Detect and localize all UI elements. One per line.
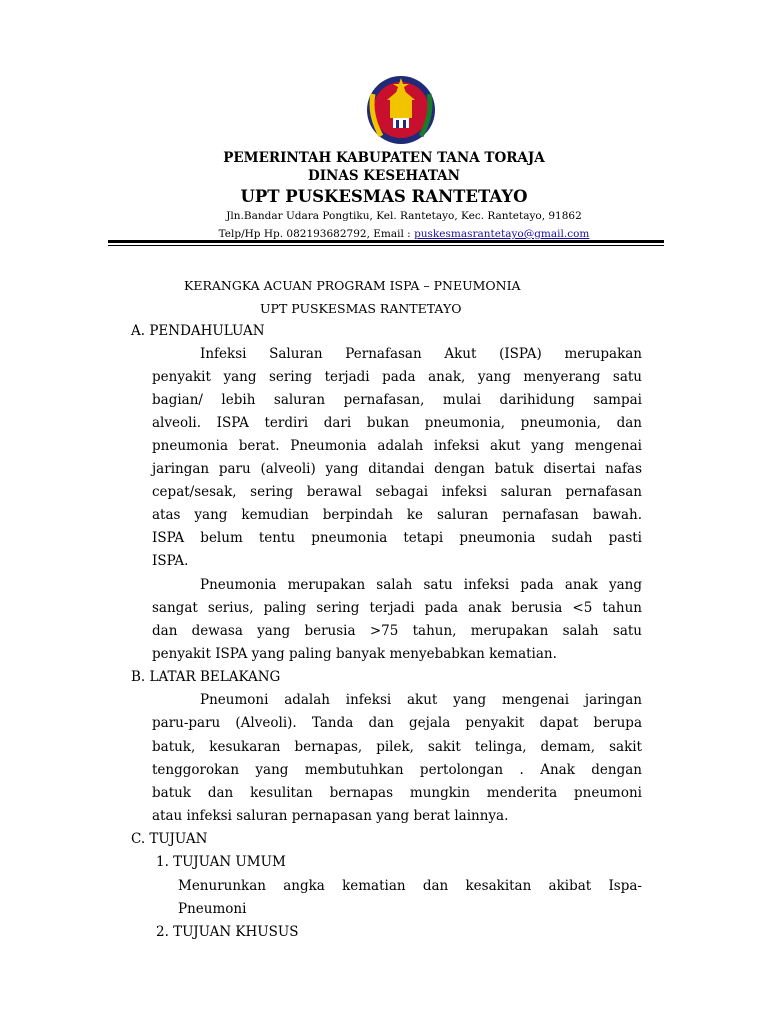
paragraph-line: atas yang kemudian berpindah ke saluran pernafasan bawah. xyxy=(152,507,642,523)
paragraph-line: ISPA. xyxy=(152,553,189,569)
letterhead-contact xyxy=(0,228,768,240)
paragraph-line: Menurunkan angka kematian dan kesakitan akibat Ispa- xyxy=(178,878,642,894)
document-title: KERANGKA ACUAN PROGRAM ISPA – PNEUMONIA xyxy=(184,278,521,293)
paragraph-line: sangat serius, paling sering terjadi pada anak berusia <5 tahun xyxy=(152,600,642,616)
paragraph-line: dan dewasa yang berusia >75 tahun, merupakan salah satu xyxy=(152,623,642,639)
letterhead-department: DINAS KESEHATAN xyxy=(308,168,460,184)
paragraph-line: penyakit ISPA yang paling banyak menyebabkan kematian. xyxy=(152,646,557,662)
paragraph-line: bagian/ lebih saluran pernafasan, mulai darihidung sampai xyxy=(152,392,642,408)
section-a-heading: A. PENDAHULUAN xyxy=(131,323,265,339)
letterhead-institution: UPT PUSKESMAS RANTETAYO xyxy=(240,187,528,206)
letterhead-divider-thin xyxy=(108,245,664,246)
subsection-c2-heading: 2. TUJUAN KHUSUS xyxy=(156,924,299,940)
paragraph-line: atau infeksi saluran pernapasan yang berat lainnya. xyxy=(152,808,509,824)
paragraph-line: penyakit yang sering terjadi pada anak, yang menyerang satu xyxy=(152,369,642,385)
regency-emblem-logo xyxy=(363,74,439,146)
paragraph-line: Infeksi Saluran Pernafasan Akut (ISPA) merupakan xyxy=(200,346,642,362)
section-c-heading: C. TUJUAN xyxy=(131,831,208,847)
paragraph-line: alveoli. ISPA terdiri dari bukan pneumonia, pneumonia, dan xyxy=(152,415,642,431)
letterhead-address: Jln.Bandar Udara Pongtiku, Kel. Rantetayo, Kec. Rantetayo, 91862 xyxy=(226,210,582,222)
contact-phone: Telp/Hp Hp. 082193682792, Email : xyxy=(218,228,415,240)
letterhead-government: PEMERINTAH KABUPATEN TANA TORAJA xyxy=(223,150,545,166)
letterhead-divider-thick xyxy=(108,240,664,243)
paragraph-line: ISPA belum tentu pneumonia tetapi pneumonia sudah pasti xyxy=(152,530,642,546)
paragraph-line: pneumonia berat. Pneumonia adalah infeksi akut yang mengenai xyxy=(152,438,642,454)
paragraph-line: batuk dan kesulitan bernapas mungkin menderita pneumoni xyxy=(152,785,642,801)
contact-email-link[interactable]: puskesmasrantetayo@gmail.com xyxy=(414,228,590,240)
paragraph-line: tenggorokan yang membutuhkan pertolongan . Anak dengan xyxy=(152,762,642,778)
paragraph-line: Pneumoni xyxy=(178,901,247,917)
paragraph-line: paru-paru (Alveoli). Tanda dan gejala penyakit dapat berupa xyxy=(152,715,642,731)
subsection-c1-heading: 1. TUJUAN UMUM xyxy=(156,854,286,870)
paragraph-line: Pneumoni adalah infeksi akut yang mengenai jaringan xyxy=(200,692,642,708)
paragraph-line: jaringan paru (alveoli) yang ditandai dengan batuk disertai nafas xyxy=(152,461,642,477)
paragraph-line: cepat/sesak, sering berawal sebagai infeksi saluran pernafasan xyxy=(152,484,642,500)
paragraph-line: Pneumonia merupakan salah satu infeksi pada anak yang xyxy=(200,577,642,593)
section-b-heading: B. LATAR BELAKANG xyxy=(131,669,281,685)
paragraph-line: batuk, kesukaran bernapas, pilek, sakit telinga, demam, sakit xyxy=(152,739,642,755)
document-subtitle: UPT PUSKESMAS RANTETAYO xyxy=(260,301,462,316)
